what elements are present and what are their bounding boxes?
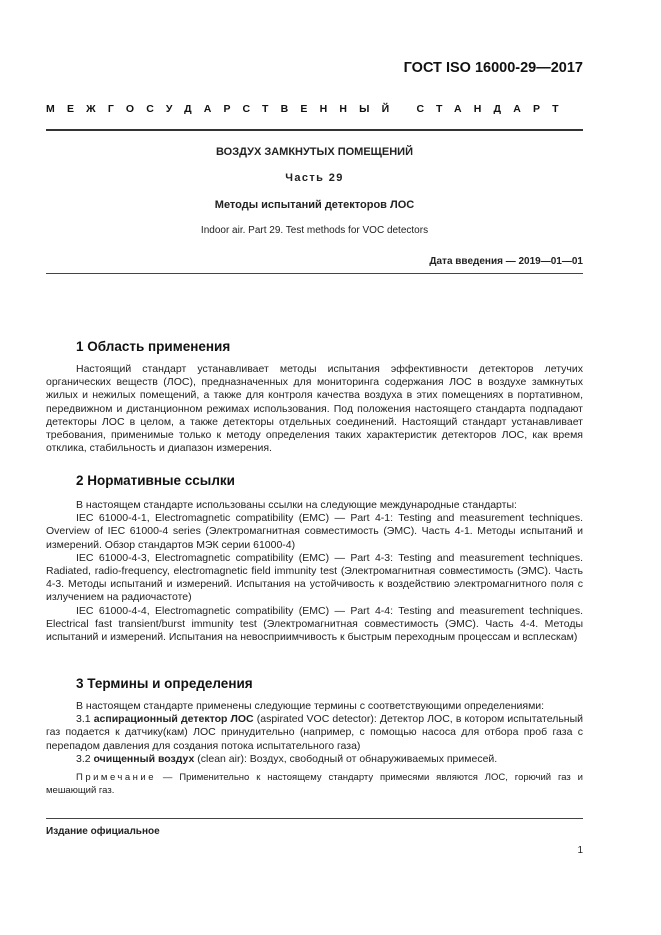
date-rule xyxy=(46,273,583,274)
reference-item: IEC 61000-4-3, Electromagnetic compatibility (EMC) — Part 4-3: Testing and measurement techniques. Radiated, radio-frequency, electromagnetic field immunity test (Электромагнитная совместимость (ЭМС). Часть 4-3. Методы испытаний и измерений. Испытания на устойчивость к воздействию электромагнитного поля с излучением на радиочастоте) xyxy=(46,551,583,604)
page-number: 1 xyxy=(577,845,583,856)
section-3-intro: В настоящем стандарте применены следующие термины с соответствующими определениями: xyxy=(76,700,545,712)
section-3-heading: 3 Термины и определения xyxy=(76,676,253,691)
document-subtitle: Методы испытаний детекторов ЛОС xyxy=(214,199,415,211)
part-number: Часть 29 xyxy=(285,172,344,184)
reference-item: IEC 61000-4-4, Electromagnetic compatibility (EMC) — Part 4-4: Testing and measurement techniques. Electrical fast transient/burst immunity test (Электромагнитная совместимость (ЭМС). Часть 4-4. Методы испытаний и измерений. Испытания на невосприимчивость к быстрым переходным процессам и всплескам) xyxy=(46,604,583,644)
term-name: аспирационный детектор ЛОС xyxy=(93,713,254,726)
english-title: Indoor air. Part 29. Test methods for VOC detectors xyxy=(200,225,429,236)
section-2-heading: 2 Нормативные ссылки xyxy=(76,473,235,488)
section-1-text: Настоящий стандарт устанавливает методы испытания эффективности детекторов летучих органических веществ (ЛОС), предназначенных для мониторинга содержания ЛОС в воздухе замкнутых жилых и нежилых помещений, а также для контроля качества воздуха в этих помещениях в портативном, передвижном и дистанционном режимах использования. Под положения настоящего стандарта подпадают детекторы ЛОС в целом, а также детекторы отдельных соединений. Настоящий стандарт устанавливает требования, применимые только к методу определения таких характеристик детекторов ЛОС, как время отклика, стабильность и диапазон измерения. xyxy=(46,363,583,455)
note-paragraph xyxy=(46,771,583,797)
standard-banner: МЕЖГОСУДАРСТВЕННЫЙ СТАНДАРТ xyxy=(46,103,571,115)
term-number: 3.1 xyxy=(76,713,94,726)
standard-code: ГОСТ ISO 16000-29—2017 xyxy=(403,60,583,76)
effective-date: Дата введения — 2019—01—01 xyxy=(429,256,583,267)
section-2-body xyxy=(46,499,583,644)
term-3-1 xyxy=(46,713,583,753)
term-definition: (clean air): Воздух, свободный от обнаруживаемых примесей. xyxy=(194,752,498,765)
term-name: очищенный воздух xyxy=(93,752,195,765)
reference-item: IEC 61000-4-1, Electromagnetic compatibility (EMC) — Part 4-1: Testing and measurement techniques. Overview of IEC 61000-4 series (Электромагнитная совместимость (ЭМС). Часть 4-1. Методы испытаний и измерений. Обзор стандартов МЭК серии 61000-4) xyxy=(46,512,583,551)
footer-rule xyxy=(46,818,583,819)
section-1-heading: 1 Область применения xyxy=(76,339,231,354)
section-1-body xyxy=(46,363,583,455)
section-2-intro: В настоящем стандарте использованы ссылки на следующие международные стандарты: xyxy=(76,499,517,511)
section-3-body xyxy=(46,700,583,766)
note-text: — Применительно к настоящему стандарту примесями являются ЛОС, горючий газ и мешающий газ. xyxy=(46,772,583,796)
term-definition: (aspirated VOC detector): Детектор ЛОС, в котором испытательный газ подается к датчику(кам) ЛОС принудительно (например, с помощью насоса для отбора проб газа с перепадом давления для создания потока испытательного газа) xyxy=(46,713,583,752)
header-rule xyxy=(46,129,583,131)
note-label: Примечание xyxy=(76,772,156,783)
official-edition-label: Издание официальное xyxy=(46,826,160,837)
term-3-2 xyxy=(46,753,583,766)
term-number: 3.2 xyxy=(76,752,94,765)
document-title: ВОЗДУХ ЗАМКНУТЫХ ПОМЕЩЕНИЙ xyxy=(216,146,413,158)
